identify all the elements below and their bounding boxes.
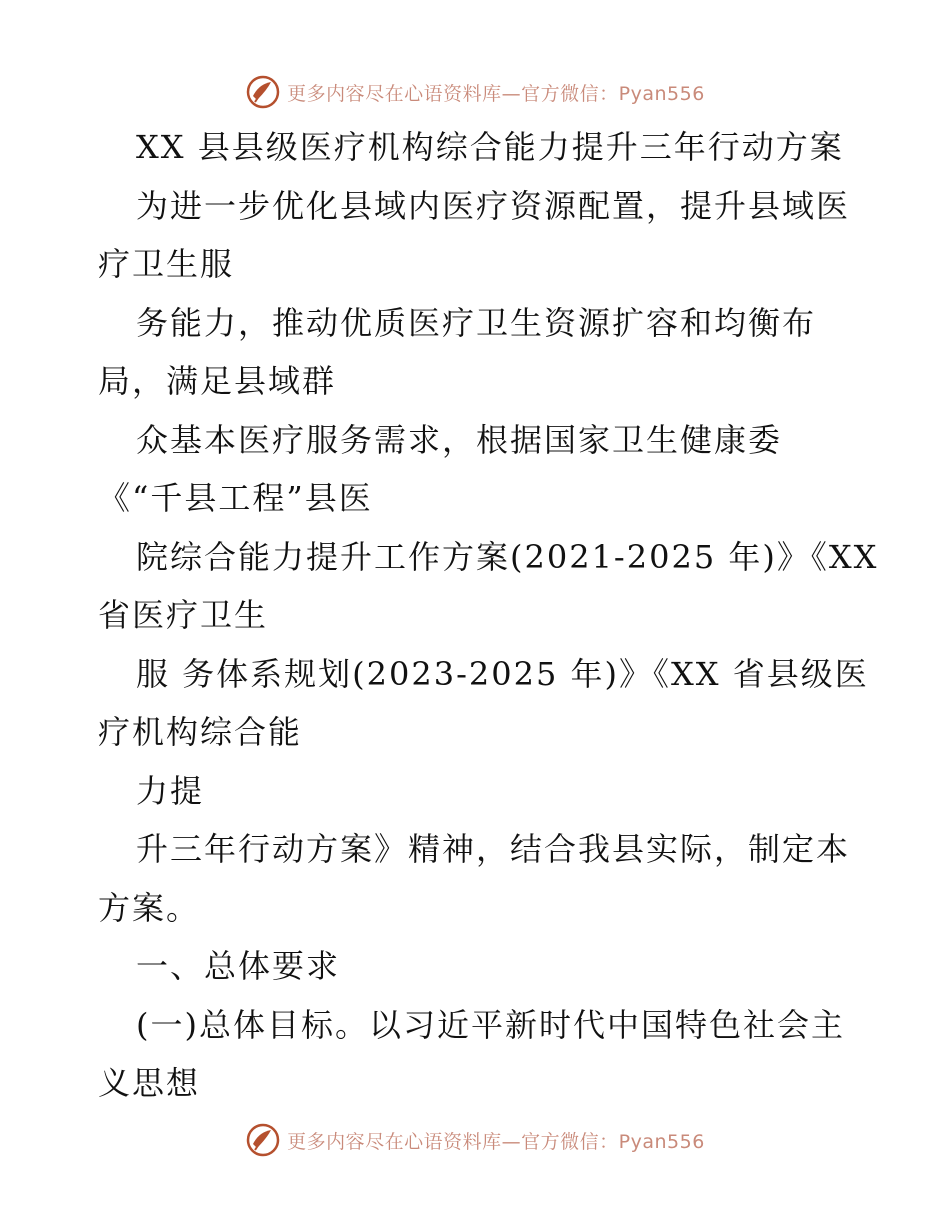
paragraph-line: 众基本医疗服务需求，根据国家卫生健康委 (136, 420, 783, 459)
paragraph-line: 《“千县工程”县医 (98, 479, 373, 517)
watermark-text: 更多内容尽在心语资料库—官方微信：Pyan556 (287, 1130, 705, 1153)
watermark-text: 更多内容尽在心语资料库—官方微信：Pyan556 (287, 82, 705, 105)
paragraph-line: 疗机构综合能 (98, 713, 303, 751)
paragraph-line: 疗卫生服 (98, 245, 235, 283)
paragraph-line: 升三年行动方案》精神，结合我县实际，制定本 (136, 830, 851, 868)
paragraph-line: 服 务体系规划(2023-2025 年)》《XX 省县级医 (136, 654, 869, 693)
pen-logo-icon (245, 1122, 281, 1158)
watermark-header (0, 72, 950, 112)
watermark-footer (0, 1120, 950, 1160)
paragraph-line: 方案。 (98, 888, 201, 927)
section-heading: 一、总体要求 (136, 947, 341, 985)
paragraph-line: 为进一步优化县域内医疗资源配置，提升县域医 (136, 186, 851, 225)
document-title: XX 县县级医疗机构综合能力提升三年行动方案 (136, 128, 844, 166)
pen-logo-icon (245, 74, 281, 110)
paragraph-line: 务能力，推动优质医疗卫生资源扩容和均衡布 (136, 303, 817, 342)
paragraph-line: 义思想 (98, 1064, 201, 1102)
paragraph-line: 省医疗卫生 (98, 596, 269, 634)
paragraph-line: 局，满足县域群 (98, 362, 337, 400)
paragraph-line: 院综合能力提升工作方案(2021-2025 年)》《XX (136, 537, 879, 576)
subsection-heading: (一)总体目标。以习近平新时代中国特色社会主 (136, 1005, 845, 1044)
paragraph-line: 力提 (136, 771, 205, 810)
document-body (98, 118, 879, 1113)
